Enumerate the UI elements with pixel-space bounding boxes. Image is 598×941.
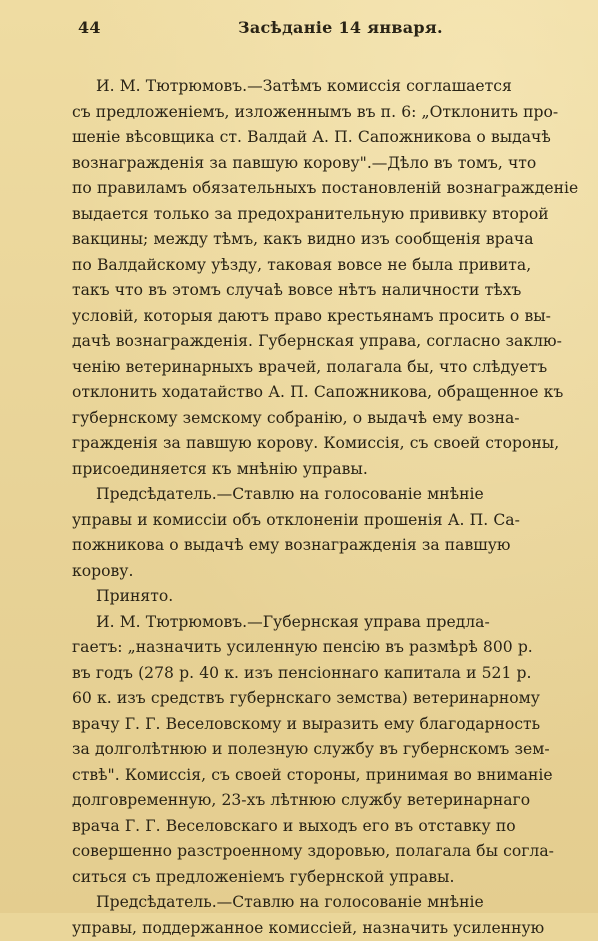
text-line: по Валдайскому уѣзду, таковая вовсе не была привита, xyxy=(72,253,582,279)
text-line: губернскому земскому собранію, о выдачѣ ему возна- xyxy=(72,406,582,432)
paragraph-1 xyxy=(72,74,582,482)
text-line: пожникова о выдачѣ ему вознагражденія за павшую xyxy=(72,533,582,559)
text-line: управы и комиссіи объ отклоненіи прошенія А. П. Са- xyxy=(72,508,582,534)
text-line: съ предложеніемъ, изложеннымъ въ п. 6: „Отклонить про- xyxy=(72,100,582,126)
text-line: отклонить ходатайство А. П. Сапожникова, обращенное къ xyxy=(72,380,582,406)
page-number: 44 xyxy=(78,18,101,37)
text-line: Предсѣдатель.—Ставлю на голосованіе мнѣніе xyxy=(72,890,582,916)
text-line: вознагражденія за павшую корову".—Дѣло въ томъ, что xyxy=(72,151,582,177)
text-line: И. М. Тютрюмовъ.—Губернская управа предла- xyxy=(72,610,582,636)
text-line: присоединяется къ мнѣнію управы. xyxy=(72,457,582,483)
text-line: 60 к. изъ средствъ губернскаго земства) ветеринарному xyxy=(72,686,582,712)
page-header xyxy=(86,18,580,44)
paragraph-3 xyxy=(72,584,582,610)
body-text xyxy=(72,74,582,941)
text-line: шеніе вѣсовщика ст. Валдай А. П. Сапожникова о выдачѣ xyxy=(72,125,582,151)
text-line: за долголѣтнюю и полезную службу въ губернскомъ зем- xyxy=(72,737,582,763)
text-line: управы, поддержанное комиссіей, назначить усиленную xyxy=(72,916,582,941)
text-line: ствѣ". Комиссія, съ своей стороны, принимая во вниманіе xyxy=(72,763,582,789)
text-line: корову. xyxy=(72,559,582,585)
text-line: Предсѣдатель.—Ставлю на голосованіе мнѣніе xyxy=(72,482,582,508)
text-line: условій, которыя даютъ право крестьянамъ просить о вы- xyxy=(72,304,582,330)
text-line: И. М. Тютрюмовъ.—Затѣмъ комиссія соглашается xyxy=(72,74,582,100)
text-line: врача Г. Г. Веселовскаго и выходъ его въ отставку по xyxy=(72,814,582,840)
text-line: дачѣ вознагражденія. Губернская управа, согласно заклю- xyxy=(72,329,582,355)
text-line: такъ что въ этомъ случаѣ вовсе нѣтъ наличности тѣхъ xyxy=(72,278,582,304)
running-title: Засѣданіе 14 января. xyxy=(238,18,443,37)
text-line: вакцины; между тѣмъ, какъ видно изъ сообщенія врача xyxy=(72,227,582,253)
paragraph-2 xyxy=(72,482,582,584)
paragraph-4 xyxy=(72,610,582,891)
text-line: врачу Г. Г. Веселовскому и выразить ему благодарность xyxy=(72,712,582,738)
text-line: гражденія за павшую корову. Комиссія, съ своей стороны, xyxy=(72,431,582,457)
text-line: гаетъ: „назначить усиленную пенсію въ размѣрѣ 800 р. xyxy=(72,635,582,661)
paragraph-5 xyxy=(72,890,582,941)
text-line: Принято. xyxy=(72,584,582,610)
text-line: совершенно разстроенному здоровью, полагала бы согла- xyxy=(72,839,582,865)
text-line: въ годъ (278 р. 40 к. изъ пенсіоннаго капитала и 521 р. xyxy=(72,661,582,687)
text-line: ситься съ предложеніемъ губернской управы. xyxy=(72,865,582,891)
text-line: по правиламъ обязательныхъ постановленій вознагражденіе xyxy=(72,176,582,202)
text-line: выдается только за предохранительную прививку второй xyxy=(72,202,582,228)
text-line: долговременную, 23-хъ лѣтнюю службу ветеринарнаго xyxy=(72,788,582,814)
text-line: ченію ветеринарныхъ врачей, полагала бы, что слѣдуетъ xyxy=(72,355,582,381)
